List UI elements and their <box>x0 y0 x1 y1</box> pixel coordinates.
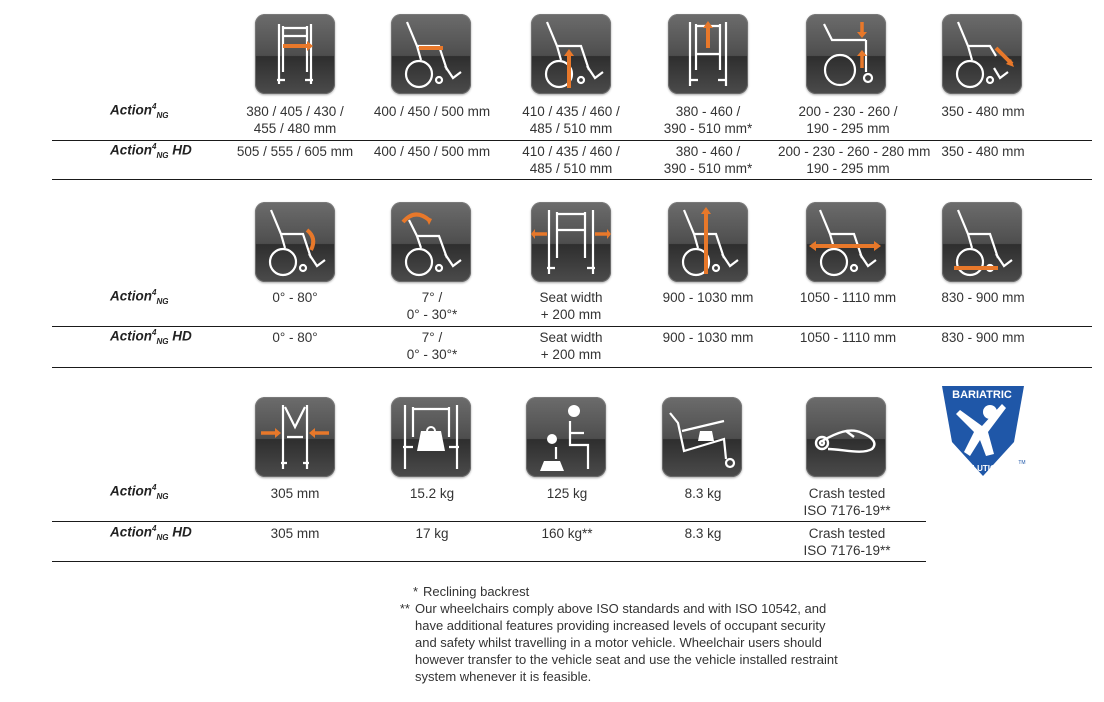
spec-value-line: 350 - 480 mm <box>941 144 1025 159</box>
spec-value-line: 400 / 450 / 500 mm <box>373 104 491 119</box>
spec-value-line: ISO 7176-19** <box>803 543 891 558</box>
spec-value <box>913 329 1053 346</box>
spec-value-line: Crash tested <box>808 526 886 541</box>
spec-value <box>362 143 502 160</box>
spec-value-line: 400 / 450 / 500 mm <box>373 144 491 159</box>
spec-value <box>501 289 641 323</box>
footnote-line: and safety whilst travelling in a motor vehicle. Wheelchair users should <box>415 635 822 650</box>
spec-value-line: 900 - 1030 mm <box>662 330 754 345</box>
divider <box>52 561 926 562</box>
spec-value-line: 17 kg <box>415 526 449 541</box>
spec-value-line: 380 / 405 / 430 / <box>246 104 344 119</box>
model-label-ng-hd: Action$^4_{NG}$ HD <box>110 524 192 543</box>
spec-value <box>225 103 365 137</box>
logo-text-top: BARIATRIC <box>952 389 1012 401</box>
spec-value <box>362 329 502 363</box>
spec-value <box>633 485 773 502</box>
folded-length-icon <box>942 202 1022 282</box>
spec-value <box>225 525 365 542</box>
spec-value-line: 15.2 kg <box>409 486 455 501</box>
seat-width-icon <box>255 14 335 94</box>
spec-value-line: 160 kg** <box>541 526 593 541</box>
spec-value-line: ISO 7176-19** <box>803 503 891 518</box>
model-label-ng-hd: Action$^4_{NG}$ HD <box>110 328 192 347</box>
spec-value <box>362 525 502 542</box>
spec-value-line: 410 / 435 / 460 / <box>522 104 620 119</box>
divider <box>52 367 1092 368</box>
legrest-angle-icon <box>255 202 335 282</box>
overall-height-icon <box>668 202 748 282</box>
spec-value-line: 0° - 30°* <box>406 347 458 362</box>
spec-value-line: 410 / 435 / 460 / <box>522 144 620 159</box>
spec-value-line: + 200 mm <box>540 307 602 322</box>
divider <box>52 179 1092 180</box>
spec-value-line: 455 / 480 mm <box>253 121 337 136</box>
spec-value-line: Seat width <box>539 290 603 305</box>
spec-value <box>777 525 917 559</box>
spec-value-line: 830 - 900 mm <box>941 330 1025 345</box>
weight-icon <box>391 397 471 477</box>
spec-value <box>225 289 365 306</box>
divider <box>52 326 1092 327</box>
spec-value-line: 0° - 80° <box>272 290 318 305</box>
footnote-line: have additional features providing increased levels of occupant security <box>415 618 826 633</box>
spec-value <box>225 143 365 160</box>
spec-value <box>362 289 502 323</box>
model-label-ng: Action$^4_{NG}$ <box>110 102 169 121</box>
spec-value-line: 0° - 30°* <box>406 307 458 322</box>
spec-value-line: 190 - 295 mm <box>806 161 890 176</box>
spec-value <box>913 103 1053 120</box>
spec-value-line: 380 - 460 / <box>675 144 741 159</box>
spec-value <box>497 485 637 502</box>
spec-value <box>913 143 1053 160</box>
spec-value-line: 1050 - 1110 mm <box>799 290 897 305</box>
footnote-line: however transfer to the vehicle seat and use the vehicle installed restraint <box>415 652 838 667</box>
seat-depth-icon <box>391 14 471 94</box>
backrest-angle-icon <box>391 202 471 282</box>
model-label-ng-hd: Action$^4_{NG}$ HD <box>110 142 192 161</box>
seat-height-icon <box>531 14 611 94</box>
spec-value <box>225 329 365 346</box>
spec-value <box>501 103 641 137</box>
spec-value-line: Crash tested <box>808 486 886 501</box>
folded-width-icon <box>255 397 335 477</box>
spec-value <box>778 103 918 137</box>
spec-value-line: 8.3 kg <box>684 526 722 541</box>
footnote-line: Reclining backrest <box>423 584 530 599</box>
divider <box>52 140 1092 141</box>
spec-value-line: 200 - 230 - 260 - 280 mm <box>778 144 931 159</box>
spec-value <box>777 485 917 519</box>
logo-tm: TM <box>1018 460 1026 466</box>
spec-value-line: 390 - 510 mm* <box>663 161 753 176</box>
spec-value-line: 390 - 510 mm* <box>663 121 753 136</box>
spec-value <box>638 143 778 177</box>
spec-value-line: 190 - 295 mm <box>806 121 890 136</box>
spec-value-line: 125 kg <box>546 486 588 501</box>
spec-value <box>778 329 918 346</box>
spec-value-line: 305 mm <box>270 526 320 541</box>
legrest-length-icon <box>942 14 1022 94</box>
spec-value-line: 350 - 480 mm <box>941 104 1025 119</box>
spec-value-line: 485 / 510 mm <box>529 121 613 136</box>
spec-value <box>362 485 502 502</box>
divider <box>52 521 926 522</box>
crash-test-icon <box>806 397 886 477</box>
spec-value <box>501 329 641 363</box>
spec-value-line: 0° - 80° <box>272 330 318 345</box>
spec-value <box>497 525 637 542</box>
overall-length-icon <box>806 202 886 282</box>
armrest-height-icon <box>806 14 886 94</box>
spec-value <box>778 289 918 306</box>
spec-value-line: 830 - 900 mm <box>941 290 1025 305</box>
footnote-line: system whenever it is feasible. <box>415 669 592 684</box>
spec-value-line: Seat width <box>539 330 603 345</box>
backrest-height-icon <box>668 14 748 94</box>
spec-value-line: 1050 - 1110 mm <box>799 330 897 345</box>
spec-value-line: 505 / 555 / 605 mm <box>236 144 354 159</box>
model-label-ng: Action$^4_{NG}$ <box>110 288 169 307</box>
spec-value-line: 8.3 kg <box>684 486 722 501</box>
max-user-weight-icon <box>526 397 606 477</box>
spec-value-line: 485 / 510 mm <box>529 161 613 176</box>
footnote-2 <box>384 600 904 690</box>
logo-text-bottom: SOLUTIONS <box>960 464 1008 473</box>
spec-value-line: 7° / <box>421 290 443 305</box>
footnote-mark: ** <box>399 601 410 616</box>
footnote-line: Our wheelchairs comply above ISO standards and with ISO 10542, and <box>415 601 827 616</box>
spec-value <box>778 143 931 177</box>
spec-value <box>638 103 778 137</box>
spec-value-line: + 200 mm <box>540 347 602 362</box>
spec-value <box>638 289 778 306</box>
spec-value-line: 380 - 460 / <box>675 104 741 119</box>
bariatric-solutions-logo <box>940 382 1026 478</box>
spec-value-line: 305 mm <box>270 486 320 501</box>
spec-value <box>225 485 365 502</box>
spec-value-line: 7° / <box>421 330 443 345</box>
spec-value <box>913 289 1053 306</box>
overall-width-icon <box>531 202 611 282</box>
spec-value <box>633 525 773 542</box>
spec-value-line: 900 - 1030 mm <box>662 290 754 305</box>
transport-weight-icon <box>662 397 742 477</box>
spec-value-line: 200 - 230 - 260 / <box>798 104 898 119</box>
model-label-ng: Action$^4_{NG}$ <box>110 483 169 502</box>
footnote-mark: * <box>412 584 418 599</box>
spec-value <box>362 103 502 120</box>
spec-value <box>501 143 641 177</box>
spec-value <box>638 329 778 346</box>
